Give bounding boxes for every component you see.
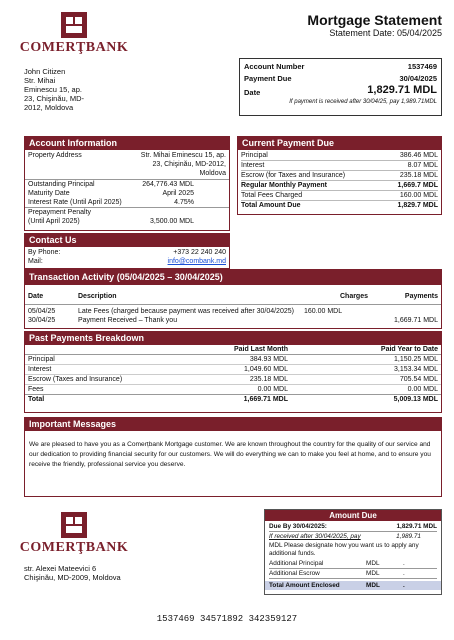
transaction-payment <box>371 305 441 317</box>
bank-name: COMERŢBANK <box>19 540 129 555</box>
row-label: Principal <box>28 356 55 363</box>
principal-due: 386.46 MDL <box>399 152 438 159</box>
account-information-title: Account Information <box>25 137 229 150</box>
row-label: Fees <box>28 386 44 393</box>
paid-ytd: 5,009.13 MDL <box>393 396 438 403</box>
late-payment-note: If payment is received after 30/04/25, pay 1,989.71MDL <box>289 99 437 105</box>
amount-due-title: Amount Due <box>265 510 441 521</box>
statement-header <box>307 12 442 38</box>
late-amount: 1,989.71 <box>396 533 421 540</box>
date-label: Date <box>244 88 261 97</box>
currency-label: MDL <box>366 560 380 567</box>
payment-due: 30/04/2025 <box>399 74 437 83</box>
statement-date: Statement Date: 05/04/2025 <box>329 28 442 38</box>
maturity-date: April 2025 <box>162 190 194 197</box>
transaction-date: 05/04/25 <box>28 308 56 315</box>
important-messages-body: We are pleased to have you as a Comerțbank Mortgage customer. We are known throughout the country for the quality of our service and our dedication to providing financial security for our customers. We will do everything we can to make you feel at home, and to ensure you receive the friendly, professional service you deserve. <box>29 441 431 468</box>
escrow-label: Escrow (for Taxes and Insurance) <box>241 172 346 179</box>
transaction-description: Payment Received – Thank you <box>78 317 178 324</box>
customer-address <box>24 67 84 112</box>
escrow-due: 235.18 MDL <box>399 172 438 179</box>
principal-label: Principal <box>241 152 268 159</box>
transaction-charge <box>301 316 371 325</box>
designate-funds-note: MDL Please designate how you want us to apply any additional funds. <box>269 542 419 557</box>
col-payments: Payments <box>404 293 438 300</box>
customer-address-line: Eminescu 15, ap. <box>24 85 82 94</box>
outstanding-principal: 264,776.43 MDL <box>142 181 194 188</box>
current-payment-title: Current Payment Due <box>238 137 441 150</box>
monthly-payment-label: Regular Monthly Payment <box>241 182 327 189</box>
past-payments-title: Past Payments Breakdown <box>25 332 441 345</box>
currency-label: MDL <box>366 582 380 589</box>
past-payments-section <box>24 331 442 413</box>
currency-label: MDL <box>366 570 380 577</box>
monthly-payment: 1,669.7 MDL <box>397 182 438 189</box>
contact-section <box>24 233 230 269</box>
total-amount-due-label: Total Amount Due <box>241 202 301 209</box>
maturity-date-label: Maturity Date <box>28 190 70 197</box>
past-payments-table <box>25 345 441 404</box>
amount-due-total: 1,829.71 MDL <box>367 84 437 96</box>
transaction-charge: 160.00 MDL <box>304 308 343 315</box>
paid-last-month: 0.00 MDL <box>257 386 288 393</box>
col-paid-ytd: Paid Year to Date <box>380 346 438 353</box>
row-label: Interest <box>28 366 52 373</box>
col-description: Description <box>78 293 117 300</box>
prepayment-penalty-period: (Until April 2025) <box>28 218 80 225</box>
total-amount-due: 1,829.7 MDL <box>397 202 438 209</box>
table-row <box>25 316 441 325</box>
transaction-activity-section <box>24 269 442 329</box>
interest-rate-label: Interest Rate (Until April 2025) <box>28 199 122 206</box>
interest-rate: 4.75% <box>174 199 194 206</box>
bank-logo <box>19 512 129 556</box>
property-address-label: Property Address <box>28 152 82 159</box>
current-payment-section <box>237 136 442 215</box>
paid-ytd: 705.54 MDL <box>399 376 438 383</box>
transaction-payment: 1,669.71 MDL <box>394 317 438 324</box>
interest-due: 8.07 MDL <box>407 162 438 169</box>
bank-name: COMERŢBANK <box>19 40 129 55</box>
additional-principal-label: Additional Principal <box>269 560 324 567</box>
bank-address-line: str. Alexei Mateevici 6 <box>24 564 97 573</box>
phone-label: By Phone: <box>28 249 61 256</box>
micr-line: 1537469 34571892 342359127 <box>156 614 298 624</box>
bank-address-line: Chişinău, MD-2009, Moldova <box>24 573 121 582</box>
table-row <box>25 385 441 395</box>
paid-last-month: 1,049.60 MDL <box>244 366 288 373</box>
customer-address-line: Str. Mihai <box>24 76 56 85</box>
total-enclosed-input[interactable]: . <box>403 582 405 589</box>
table-row <box>25 375 441 385</box>
property-address <box>141 151 226 178</box>
col-paid-last-month: Paid Last Month <box>233 346 288 353</box>
late-amount-label: If received after 30/04/2025, pay <box>269 533 361 540</box>
mail-label: Mail: <box>28 258 43 265</box>
table-row <box>25 395 441 405</box>
phone-number[interactable]: +373 22 240 240 <box>173 249 226 256</box>
transaction-date: 30/04/25 <box>28 317 56 324</box>
customer-address-line: 23, Chişinău, MD- <box>24 94 85 103</box>
row-label: Total <box>28 396 45 403</box>
paid-ytd: 0.00 MDL <box>407 386 438 393</box>
prepayment-penalty-label: Prepayment Penalty <box>28 209 92 216</box>
property-address-line: Str. Mihai Eminescu 15, ap. <box>140 152 226 159</box>
row-label: Escrow (Taxes and Insurance) <box>28 376 123 383</box>
summary-box <box>239 58 442 116</box>
bank-address <box>24 564 121 582</box>
col-date: Date <box>28 293 44 300</box>
paid-last-month: 235.18 MDL <box>249 376 288 383</box>
table-row <box>25 365 441 375</box>
additional-escrow-label: Additional Escrow <box>269 570 320 577</box>
account-number-label: Account Number <box>244 62 305 71</box>
paid-ytd: 3,153.34 MDL <box>394 366 438 373</box>
bank-logo-icon <box>61 12 87 38</box>
bank-logo-icon <box>61 512 87 538</box>
email-link[interactable]: info@combank.md <box>167 258 226 265</box>
payment-due-label: Payment Due <box>244 74 292 83</box>
fees-charged-label: Total Fees Charged <box>241 192 303 199</box>
paid-last-month: 384.93 MDL <box>249 356 288 363</box>
col-charges: Charges <box>339 293 368 300</box>
important-messages-section <box>24 417 442 497</box>
property-address-line: 23, Chişinău, MD-2012, <box>152 161 226 168</box>
account-information-section <box>24 136 230 231</box>
paid-ytd: 1,150.25 MDL <box>394 356 438 363</box>
amount-due-coupon <box>264 509 442 595</box>
additional-escrow-input[interactable]: . <box>403 570 405 577</box>
interest-label: Interest <box>241 162 265 169</box>
table-row <box>25 305 441 317</box>
property-address-line: Moldova <box>199 170 226 177</box>
bank-logo <box>19 12 129 56</box>
table-row <box>25 355 441 365</box>
transaction-activity-title: Transaction Activity (05/04/2025 – 30/04/2025) <box>25 270 441 285</box>
account-number: 1537469 <box>407 62 437 71</box>
due-by-amount: 1,829.71 MDL <box>396 523 437 530</box>
important-messages-title: Important Messages <box>25 418 441 431</box>
transaction-description: Late Fees (charged because payment was received after 30/04/2025) <box>78 308 294 315</box>
customer-name: John Citizen <box>24 67 66 76</box>
customer-address-line: 2012, Moldova <box>24 103 74 112</box>
page-title: Mortgage Statement <box>307 12 442 28</box>
prepayment-penalty: 3,500.00 MDL <box>150 218 194 225</box>
fees-charged: 160.00 MDL <box>399 192 438 199</box>
total-enclosed-label: Total Amount Enclosed <box>269 582 340 589</box>
paid-last-month: 1,669.71 MDL <box>243 396 288 403</box>
due-by-label: Due By 30/04/2025: <box>269 523 327 530</box>
transaction-table <box>25 292 441 325</box>
contact-title: Contact Us <box>25 234 229 247</box>
outstanding-principal-label: Outstanding Principal <box>28 181 95 188</box>
additional-principal-input[interactable]: . <box>403 560 405 567</box>
